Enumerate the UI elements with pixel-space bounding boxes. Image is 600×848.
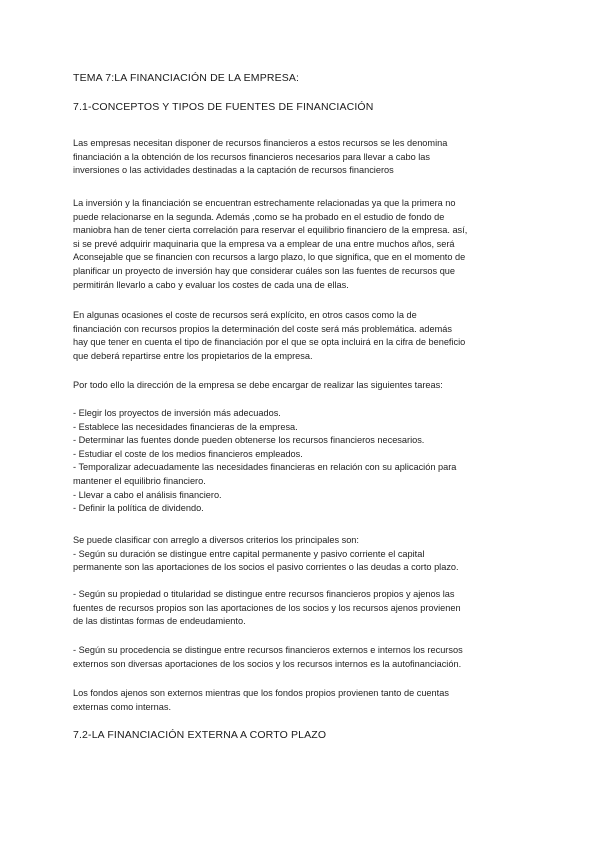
list-item: - Temporalizar adecuadamente las necesidades financieras en relación con su aplicación para [73,462,457,473]
paragraph-intro [73,137,533,178]
paragraph-line: Aconsejable que se financien con recursos a largo plazo, lo que significa, que en el momento de [73,252,466,263]
paragraph-line: externas como internas. [73,701,172,712]
paragraph-line: La inversión y la financiación se encuentran estrechamente relacionadas ya que la primera no [73,198,456,208]
paragraph-investment [73,197,533,292]
paragraph-origin [73,644,533,671]
paragraph-line: permitirán llevarlo a cabo y evaluar los costes de cada una de ellas. [73,279,349,290]
paragraph-line: permanente son las aportaciones de los socios el pasivo corrientes o las deudas a corto plazo. [73,562,459,573]
paragraph-funds [73,687,533,714]
paragraph-line: Los fondos ajenos son externos mientras que los fondos propios provienen tanto de cuentas [73,688,449,698]
paragraph-line: puede relacionarse en la segunda. Además ,como se ha probado en el estudio de fondo de [73,211,445,222]
paragraph-line: - Según su propiedad o titularidad se distingue entre recursos financieros propios y ajenos las [73,589,455,599]
paragraph-cost [73,309,533,363]
section-heading-7-2: 7.2-LA FINANCIACIÓN EXTERNA A CORTO PLAZO [73,729,327,741]
document-title: TEMA 7:LA FINANCIACIÓN DE LA EMPRESA: [73,72,300,84]
paragraph-line: hay que tener en cuenta el tipo de financiación por el que se opta incluirá en la cifra de beneficio [73,337,466,348]
paragraph-line: Las empresas necesitan disponer de recursos financieros a estos recursos se les denomina [73,138,448,148]
paragraph-line: Se puede clasificar con arreglo a diversos criterios los principales son: [73,535,359,545]
paragraph-line: inversiones o las actividades destinadas a la captación de recursos financieros [73,165,394,176]
list-item: - Elegir los proyectos de inversión más adecuados. [73,408,281,418]
list-item: - Establece las necesidades financieras de la empresa. [73,421,298,432]
section-heading-7-1: 7.1-CONCEPTOS Y TIPOS DE FUENTES DE FINANCIACIÓN [73,101,374,113]
list-item: - Llevar a cabo el análisis financiero. [73,489,222,500]
paragraph-line: planificar un proyecto de inversión hay que considerar cuáles son las fuentes de recursos que [73,265,456,276]
paragraph-line: En algunas ocasiones el coste de recursos será explícito, en otros casos como la de [73,310,417,320]
paragraph-classification [73,534,533,575]
paragraph-line: fuentes de recursos propios son las aportaciones de los socios y los recursos ajenos provienen [73,602,461,613]
paragraph-line: que deberá repartirse entre los propietarios de la empresa. [73,350,313,361]
list-item: - Definir la política de dividendo. [73,503,204,514]
paragraph-line: - Según su duración se distingue entre capital permanente y pasivo corriente el capital [73,548,425,559]
paragraph-line: si se prevé adquirir maquinaria que la empresa va a emplear de una entre muchos años, será [73,238,455,249]
paragraph-line: financiación con recursos propios la determinación del coste será más problemática. además [73,323,452,334]
paragraph-line: de las distintas formas de endeudamiento. [73,616,246,627]
paragraph-line: Por todo ello la dirección de la empresa se debe encargar de realizar las siguientes tareas: [73,380,443,390]
list-item: - Determinar las fuentes donde pueden obtenerse los recursos financieros necesarios. [73,435,425,446]
paragraph-line: externos son diversas aportaciones de los socios y los recursos internos es la autofinanciación. [73,658,462,669]
paragraph-line: - Según su procedencia se distingue entre recursos financieros externos e internos los recursos [73,645,463,655]
list-item: - Estudiar el coste de los medios financieros empleados. [73,448,303,459]
paragraph-line: financiación a la obtención de los recursos financieros necesarios para llevar a cabo las [73,151,430,162]
paragraph-tasks-intro [73,379,533,393]
list-item: mantener el equilibrio financiero. [73,475,206,486]
paragraph-ownership [73,588,533,629]
task-list [73,407,533,516]
paragraph-line: maniobra han de tener cierta correlación para reservar el equilibrio financiero de la empresa. así, [73,225,468,236]
